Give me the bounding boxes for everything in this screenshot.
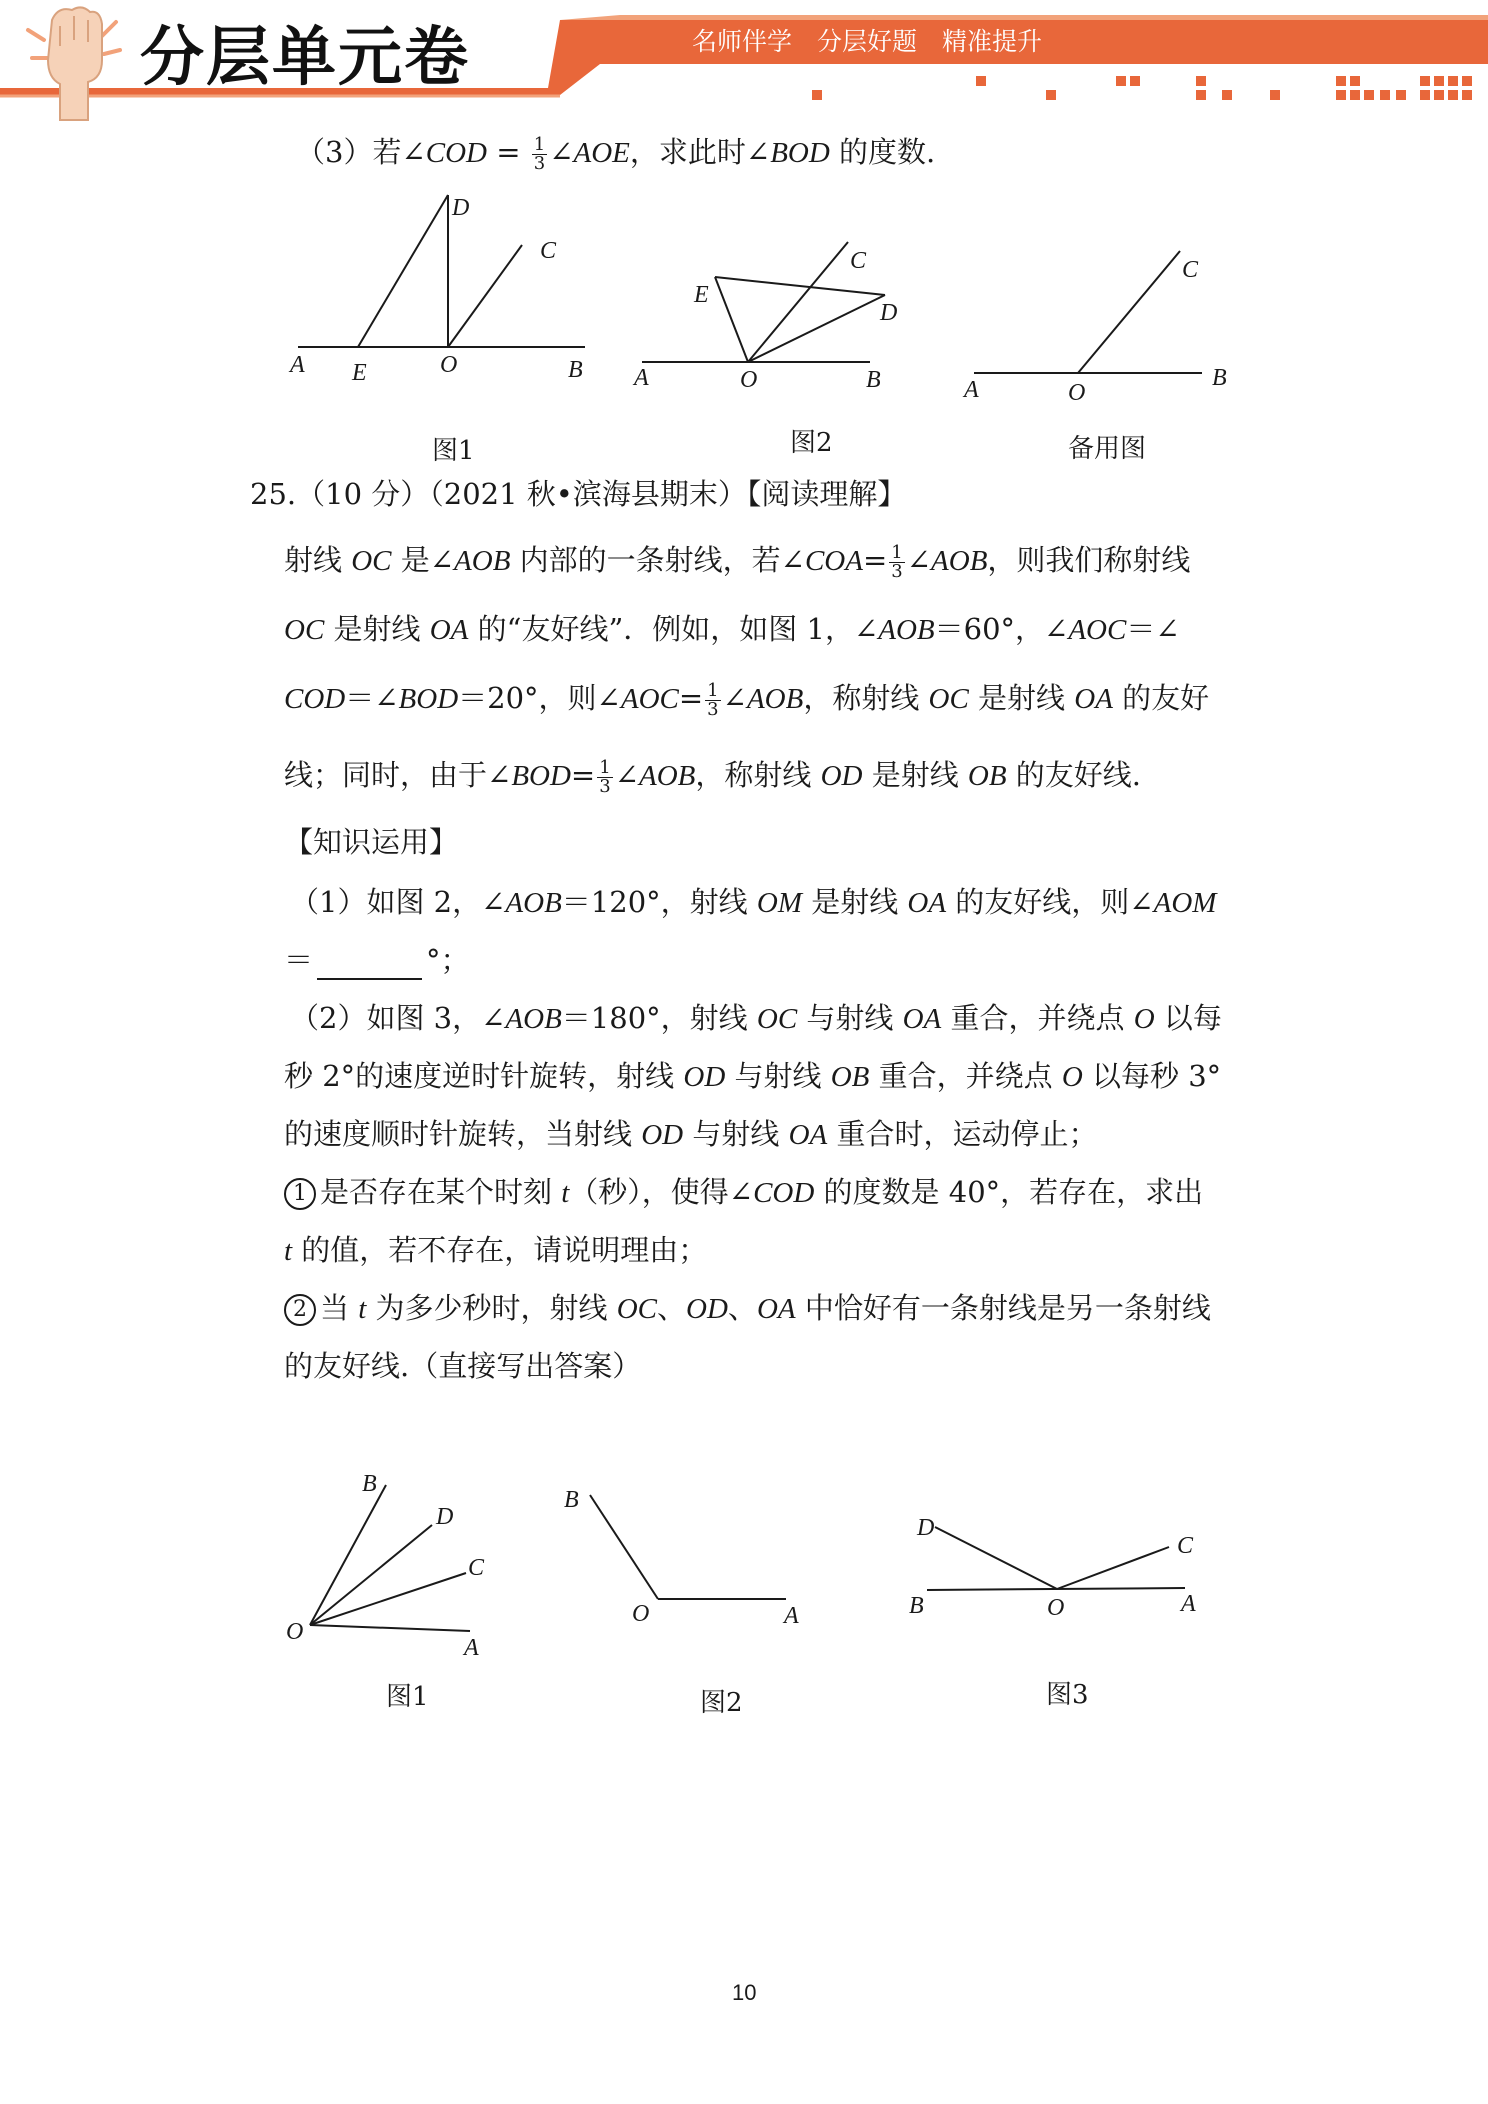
text-run: ∠: [722, 681, 747, 715]
header-banner: [0, 0, 1488, 130]
q25-paragraph-line-1: [284, 540, 1190, 581]
text-run: ∠: [549, 135, 574, 169]
text-run: ＝180°，射线: [561, 1001, 757, 1035]
point-label: C: [850, 248, 867, 274]
ray-name: OA: [907, 887, 947, 919]
text-run: 重合时，运动停止；: [827, 1117, 1098, 1151]
q25-figure-2: [550, 1475, 830, 1635]
text-run: 重合，并绕点: [941, 1001, 1134, 1035]
variable: t: [284, 1235, 293, 1267]
variable: t: [561, 1177, 570, 1209]
q25-figure-3: [895, 1505, 1225, 1635]
text-run: ，称射线: [695, 758, 821, 792]
fraction: [532, 133, 547, 174]
point-label: B: [564, 1487, 579, 1513]
text-run: =: [570, 758, 596, 792]
point-label: O: [1068, 380, 1086, 406]
fraction: [705, 679, 720, 720]
text-run: 中恰好有一条射线是另一条射线: [795, 1291, 1211, 1325]
point-label: D: [880, 300, 898, 326]
point-label: O: [286, 1619, 304, 1645]
q25-item2-line-2: 的友好线.（直接写出答案）: [284, 1349, 642, 1383]
header-slogan: 名师伴学 分层好题 精准提升: [692, 27, 1043, 56]
point-label: B: [866, 367, 881, 393]
q25-section-heading: 【知识运用】: [284, 825, 459, 859]
angle-name: AOE: [573, 137, 630, 169]
text-run: 射线: [284, 543, 352, 577]
q25-paragraph-line-2: [284, 609, 1180, 650]
point-label: E: [352, 360, 367, 386]
text-run: ∠: [906, 543, 932, 577]
ray-name: OA: [429, 614, 469, 646]
text-run: 当: [320, 1291, 359, 1325]
ray-name: OA: [902, 1003, 942, 1035]
ray-name: OA: [788, 1119, 828, 1151]
text-run: 是射线: [801, 885, 908, 919]
text-run: 内部的一条射线，若∠: [510, 543, 805, 577]
q25-sub2-line-2: [284, 1056, 1221, 1097]
ray-name: OC: [616, 1293, 658, 1325]
text-run: 是∠: [391, 543, 455, 577]
fraction-denominator: 3: [707, 698, 719, 720]
text-run: （3）若∠: [296, 135, 426, 169]
angle-name: COD: [284, 683, 346, 715]
text-run: ＝60°，∠: [934, 612, 1069, 646]
angle-name: AOB: [505, 1003, 562, 1035]
fraction-numerator: 1: [599, 756, 611, 778]
point-label: D: [452, 195, 470, 221]
ray-name: OD: [641, 1119, 684, 1151]
fraction: [597, 756, 612, 797]
text-run: 是射线: [324, 612, 430, 646]
ray-name: OC: [351, 545, 392, 577]
q25-item2-line-1: [284, 1288, 1211, 1329]
text-run: ＝∠: [1126, 612, 1180, 646]
text-run: （2）如图 3，∠: [290, 1001, 506, 1035]
figure-caption: 图1: [432, 436, 475, 466]
angle-name: AOB: [746, 683, 804, 715]
variable: t: [358, 1293, 367, 1325]
angle-name: AOB: [505, 887, 562, 919]
q25-item1-line-2: [284, 1230, 707, 1271]
ray-name: OC: [756, 1003, 798, 1035]
angle-name: COD: [753, 1177, 815, 1209]
point-label: A: [1181, 1591, 1196, 1617]
q24-figure-backup: [950, 240, 1250, 410]
ray-name: OA: [756, 1293, 796, 1325]
text-run: ＝20°，则∠: [458, 681, 621, 715]
text-run: 与射线: [725, 1059, 831, 1093]
figure-caption: 图2: [700, 1688, 743, 1718]
angle-name: AOB: [454, 545, 511, 577]
text-run: ＝∠: [345, 681, 399, 715]
text-run: 是否存在某个时刻: [320, 1175, 562, 1209]
q25-item1-line-1: [284, 1172, 1203, 1213]
text-run: 秒 2°的速度逆时针旋转，射线: [284, 1059, 684, 1093]
text-run: 的速度顺时针旋转，当射线: [284, 1117, 642, 1151]
text-run: ，求此时∠: [629, 135, 771, 169]
point-label: B: [909, 1593, 924, 1619]
fraction-denominator: 3: [533, 152, 546, 174]
text-run: ，称射线: [803, 681, 929, 715]
q25-sub2-line-3: [284, 1114, 1097, 1155]
text-run: 以每秒 3°: [1082, 1059, 1222, 1093]
fraction-numerator: 1: [533, 133, 546, 155]
text-run: ＝120°，射线: [561, 885, 757, 919]
point-name: O: [1061, 1061, 1083, 1093]
point-label: D: [917, 1515, 935, 1541]
text-run: 的度数是 40°，若存在，求出: [814, 1175, 1204, 1209]
ray-name: OB: [830, 1061, 870, 1093]
text-run: 以每: [1154, 1001, 1222, 1035]
angle-name: AOB: [639, 760, 696, 792]
ray-name: OC: [284, 614, 325, 646]
ray-name: OD: [820, 760, 863, 792]
text-run: ，则我们称射线: [987, 543, 1191, 577]
ray-name: OB: [967, 760, 1007, 792]
q25-figure-1: [280, 1465, 500, 1665]
text-run: =: [678, 681, 704, 715]
fraction-denominator: 3: [891, 560, 903, 582]
angle-name: AOC: [620, 683, 679, 715]
point-label: A: [634, 365, 649, 391]
fraction: [889, 541, 904, 582]
text-run: （1）如图 2，∠: [290, 885, 506, 919]
header-title: 分层单元卷: [140, 21, 470, 95]
point-label: O: [440, 352, 458, 378]
angle-name: AOM: [1153, 887, 1217, 919]
point-label: B: [1212, 365, 1227, 391]
ray-name: OC: [928, 683, 969, 715]
text-run: ＝: [284, 943, 314, 977]
q25-paragraph-line-3: [284, 678, 1209, 719]
angle-name: BOD: [398, 683, 459, 715]
fraction-denominator: 3: [599, 775, 611, 797]
text-run: °；: [426, 943, 470, 977]
angle-name: AOB: [878, 614, 935, 646]
point-label: O: [632, 1601, 650, 1627]
q25-sub1-line-1: [290, 882, 1216, 923]
point-label: A: [964, 377, 979, 403]
text-run: 的友好: [1112, 681, 1210, 715]
point-label: A: [464, 1635, 479, 1661]
figure-caption: 图1: [386, 1682, 429, 1712]
page-number: 10: [732, 1980, 757, 2005]
point-label: O: [740, 367, 758, 393]
text-run: 的值，若不存在，请说明理由；: [292, 1233, 708, 1267]
point-label: O: [1047, 1595, 1065, 1621]
text-run: 与射线: [797, 1001, 903, 1035]
point-label: A: [784, 1603, 799, 1629]
q25-paragraph-line-4: [284, 755, 1141, 796]
q24-figure-2: [620, 230, 920, 400]
text-run: 的“友好线”．例如，如图 1，∠: [468, 612, 879, 646]
text-run: 线；同时，由于∠: [284, 758, 512, 792]
figure-caption: 图2: [790, 428, 833, 458]
point-name: O: [1133, 1003, 1155, 1035]
point-label: D: [436, 1504, 454, 1530]
text-run: 为多少秒时，射线: [366, 1291, 617, 1325]
point-label: B: [362, 1471, 377, 1497]
text-run: 、: [727, 1291, 757, 1325]
text-run: 的度数.: [829, 135, 936, 169]
point-label: C: [468, 1555, 485, 1581]
ray-name: OD: [683, 1061, 726, 1093]
q25-heading: 25.（10 分）（2021 秋•滨海县期末）【阅读理解】: [250, 477, 907, 511]
angle-name: COA: [804, 545, 863, 577]
text-run: 的友好线，则∠: [946, 885, 1154, 919]
figure-caption: 图3: [1046, 1680, 1089, 1710]
text-run: =: [862, 543, 888, 577]
point-label: C: [1182, 257, 1199, 283]
text-run: 与射线: [683, 1117, 789, 1151]
text-run: 的友好线.: [1006, 758, 1142, 792]
point-label: A: [290, 352, 305, 378]
point-label: E: [694, 282, 709, 308]
point-label: C: [1177, 1533, 1194, 1559]
q24-figure-1: [280, 185, 600, 395]
text-run: 重合，并绕点: [869, 1059, 1062, 1093]
angle-name: AOC: [1068, 614, 1127, 646]
text-run: =: [486, 135, 530, 169]
ray-name: OA: [1074, 683, 1113, 715]
figure-caption: 备用图: [1068, 434, 1147, 464]
circled-number: 1: [284, 1178, 316, 1210]
fraction-numerator: 1: [707, 679, 719, 701]
fraction-numerator: 1: [891, 541, 903, 563]
q24-part3-text: [296, 132, 935, 173]
text-run: 、: [657, 1291, 687, 1325]
text-run: （秒），使得∠: [569, 1175, 754, 1209]
angle-name: BOD: [770, 137, 830, 169]
text-run: 是射线: [862, 758, 968, 792]
ray-name: OM: [756, 887, 802, 919]
text-run: ∠: [614, 758, 639, 792]
fist-icon: [18, 0, 128, 125]
text-run: 是射线: [968, 681, 1075, 715]
answer-blank[interactable]: [317, 952, 422, 980]
angle-name: COD: [425, 137, 487, 169]
point-label: B: [568, 357, 583, 383]
point-label: C: [540, 238, 557, 264]
angle-name: AOB: [931, 545, 988, 577]
circled-number: 2: [284, 1294, 316, 1326]
angle-name: BOD: [511, 760, 571, 792]
q25-sub2-line-1: [290, 998, 1222, 1039]
ray-name: OD: [686, 1293, 728, 1325]
q25-sub1-line-2: [284, 940, 470, 980]
